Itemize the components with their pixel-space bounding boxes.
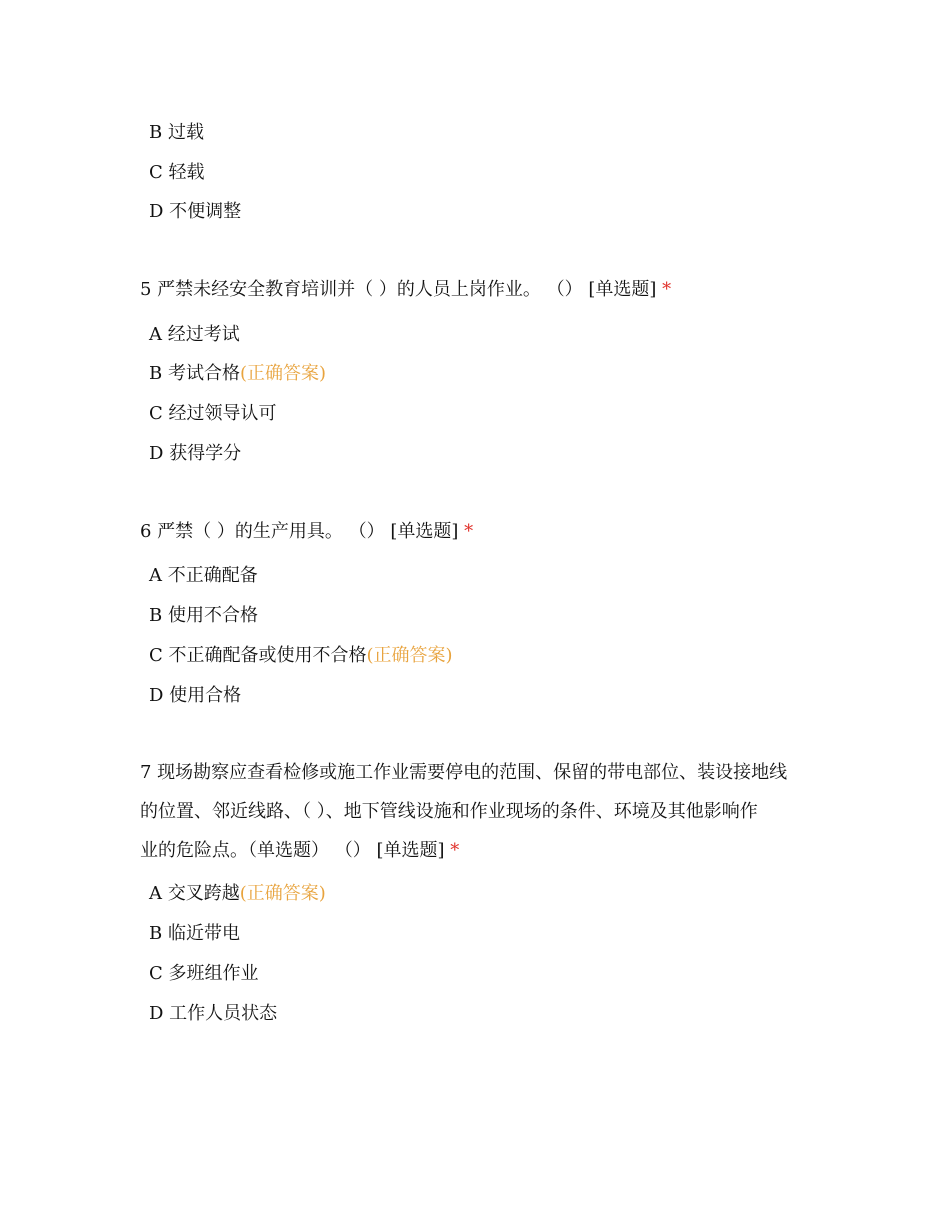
question-text bbox=[140, 512, 820, 551]
option-text: 考试合格 bbox=[167, 363, 240, 384]
option-a[interactable] bbox=[149, 323, 240, 347]
option-letter: A bbox=[149, 565, 162, 586]
option-letter: A bbox=[149, 324, 162, 345]
option-letter: D bbox=[149, 685, 164, 706]
option-text: 经过考试 bbox=[167, 324, 240, 345]
option-a[interactable] bbox=[149, 882, 326, 906]
option-text: 不便调整 bbox=[169, 201, 242, 222]
question-5 bbox=[140, 270, 820, 309]
question-text-line: 6 严禁（ ）的生产用具。 （） [单选题] bbox=[140, 521, 465, 542]
question-text-line: 业的危险点。（单选题） （） [单选题] bbox=[140, 840, 451, 861]
option-text: 使用不合格 bbox=[167, 605, 258, 626]
question-6 bbox=[140, 512, 820, 551]
option-text: 交叉跨越 bbox=[167, 883, 240, 904]
option-b[interactable] bbox=[149, 362, 326, 386]
question-7 bbox=[140, 753, 820, 870]
correct-answer-mark: (正确答案) bbox=[239, 363, 327, 384]
option-text: 经过领导认可 bbox=[168, 403, 277, 424]
correct-answer-mark: (正确答案) bbox=[239, 883, 326, 904]
option-letter: C bbox=[149, 645, 163, 666]
option-text: 获得学分 bbox=[169, 443, 242, 464]
option-c[interactable] bbox=[149, 402, 277, 426]
option-b[interactable] bbox=[149, 604, 258, 628]
option-letter: B bbox=[149, 363, 163, 384]
option-d bbox=[149, 200, 241, 224]
option-letter: D bbox=[149, 1003, 164, 1024]
option-letter: B bbox=[149, 605, 163, 626]
question-text bbox=[140, 831, 820, 870]
question-text bbox=[140, 270, 820, 309]
question-text-line: 的位置、邻近线路、（ ）、地下管线设施和作业现场的条件、环境及其他影响作 bbox=[140, 801, 758, 822]
option-letter: C bbox=[149, 963, 163, 984]
option-letter: B bbox=[149, 122, 163, 143]
option-text: 轻载 bbox=[168, 162, 205, 183]
option-letter: C bbox=[149, 162, 163, 183]
required-mark: * bbox=[464, 521, 474, 542]
option-text: 临近带电 bbox=[167, 923, 240, 944]
option-d[interactable] bbox=[149, 684, 241, 708]
option-text: 不正确配备或使用不合格 bbox=[168, 645, 367, 666]
option-text: 使用合格 bbox=[169, 685, 242, 706]
option-d[interactable] bbox=[149, 1002, 277, 1026]
option-letter: D bbox=[149, 443, 164, 464]
required-mark: * bbox=[450, 840, 460, 861]
option-letter: C bbox=[149, 403, 163, 424]
option-b[interactable] bbox=[149, 922, 240, 946]
question-text-line: 5 严禁未经安全教育培训并（ ）的人员上岗作业。 （） [单选题] bbox=[140, 279, 663, 300]
correct-answer-mark: (正确答案) bbox=[366, 645, 453, 666]
question-text-line: 7 现场勘察应查看检修或施工作业需要停电的范围、保留的带电部位、装设接地线 bbox=[140, 762, 788, 783]
option-b bbox=[149, 121, 204, 145]
option-a[interactable] bbox=[149, 564, 258, 588]
option-text: 不正确配备 bbox=[167, 565, 258, 586]
option-text: 工作人员状态 bbox=[169, 1003, 278, 1024]
option-letter: B bbox=[149, 923, 163, 944]
option-text: 多班组作业 bbox=[168, 963, 259, 984]
option-c[interactable] bbox=[149, 644, 453, 668]
option-text: 过载 bbox=[167, 122, 204, 143]
option-c[interactable] bbox=[149, 962, 259, 986]
option-d[interactable] bbox=[149, 442, 241, 466]
required-mark: * bbox=[662, 279, 672, 300]
option-letter: D bbox=[149, 201, 164, 222]
option-letter: A bbox=[149, 883, 162, 904]
option-c bbox=[149, 161, 205, 185]
